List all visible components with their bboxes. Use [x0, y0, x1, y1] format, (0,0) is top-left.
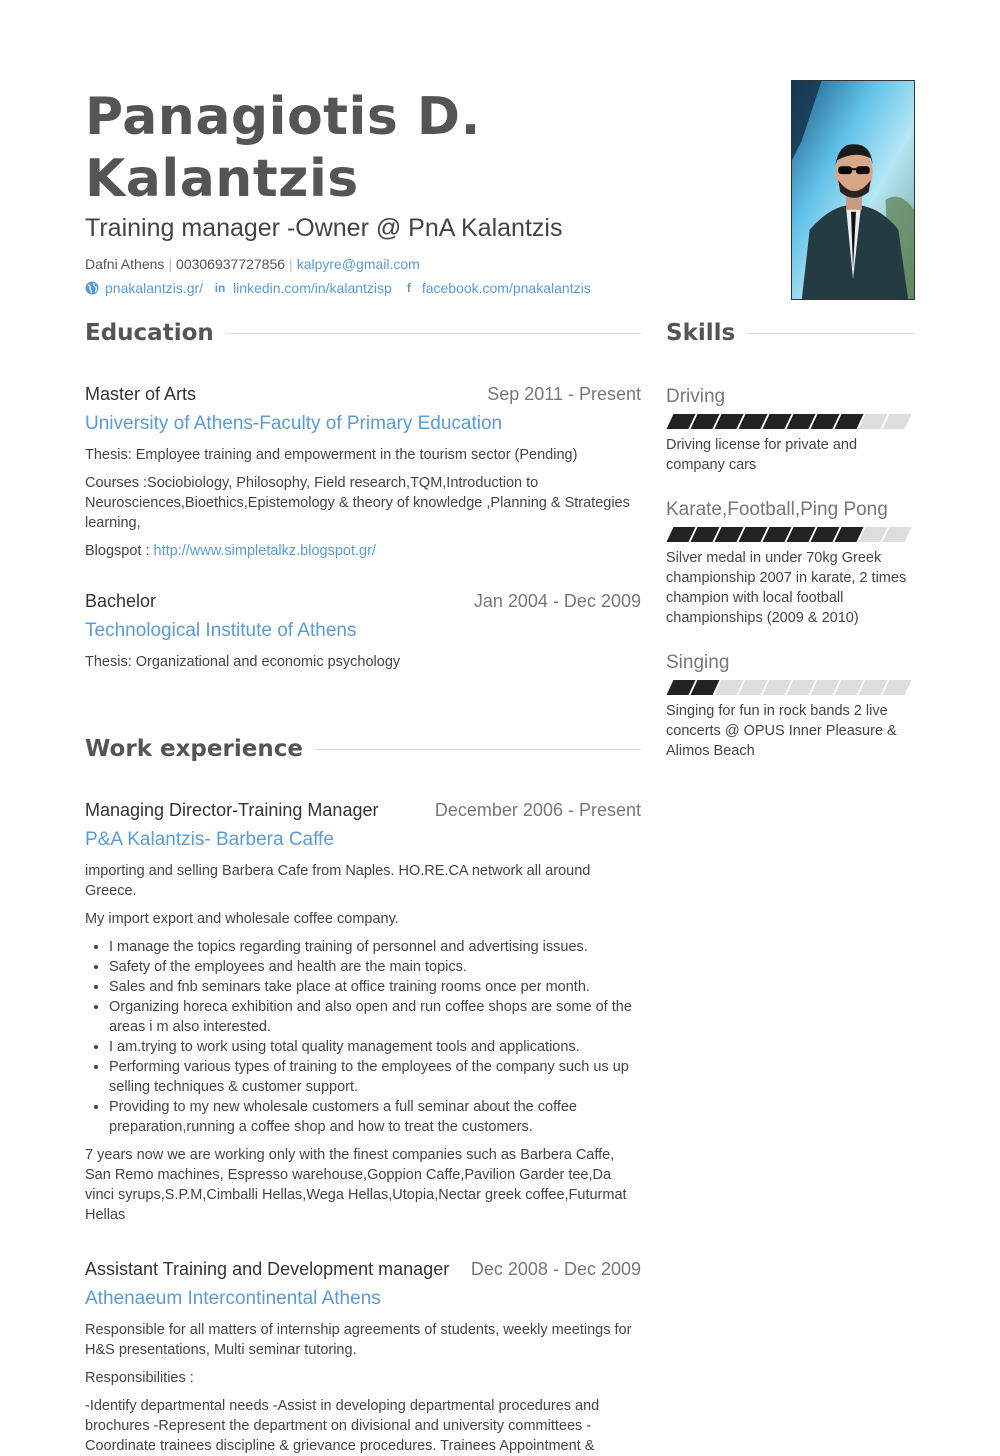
list-item: • I am.trying to work using total quality management tools and applications. [109, 1037, 641, 1057]
description: My import export and wholesale coffee company. [85, 911, 399, 927]
skill-level-bar [666, 527, 915, 542]
globe-icon [85, 281, 99, 295]
skill-segment-empty [883, 680, 912, 695]
skills-heading: Skills [666, 320, 736, 346]
dates: Sep 2011 - Present [487, 384, 641, 404]
description: 7 years now we are working only with the finest companies such as Barbera Caffe, San Remo machines, Espresso warehouse,Goppion Caffe,Pavilion Garder tee,Da vinci syrups,S.P.M,Cimballi Hellas,Wega Hellas,Utopia,Nectar greek coffee,Futurmat Hellas [85, 1147, 627, 1223]
blog-line [85, 541, 641, 561]
skill-description: Singing for fun in rock bands 2 live concerts @ OPUS Inner Pleasure & Alimos Beach [666, 703, 897, 759]
bullet-list [85, 937, 641, 1137]
website-link[interactable] [85, 278, 203, 298]
skills-section-header [666, 318, 915, 348]
dates: Jan 2004 - Dec 2009 [473, 591, 641, 611]
profile-photo [791, 80, 915, 300]
skill-level-bar [666, 680, 915, 695]
education-section-header [85, 318, 641, 348]
skill-segment-empty [883, 414, 912, 429]
contact-line: Dafni Athens | 00306937727856 | kalpyre@gmail.com [85, 256, 420, 272]
description: importing and selling Barbera Cafe from Naples. HO.RE.CA network all around Greece. [85, 863, 591, 899]
dates: Dec 2008 - Dec 2009 [470, 1259, 641, 1279]
list-item: • Performing various types of training to the employees of the company such us up selling techniques & customer support. [109, 1057, 641, 1097]
sidebar-column [666, 318, 915, 761]
list-item: • Sales and fnb seminars take place at office training rooms once per month. [109, 977, 641, 997]
skill-name: Singing [666, 652, 730, 673]
job-title: Managing Director-Training Manager [85, 800, 379, 820]
skill-item [666, 497, 915, 628]
list-item: • Organizing horeca exhibition and also open and run coffee shops are some of the areas i m also interested. [109, 997, 641, 1037]
thesis: Thesis: Organizational and economic psychology [85, 654, 401, 670]
location: Dafni Athens [85, 256, 165, 272]
linkedin-label[interactable]: linkedin.com/in/kalantzisp [233, 280, 392, 296]
skill-name: Karate,Football,Ping Pong [666, 499, 888, 520]
work-section-header [85, 734, 641, 764]
divider [315, 749, 641, 750]
education-heading: Education [85, 320, 214, 346]
email-link[interactable]: kalpyre@gmail.com [296, 256, 420, 272]
work-heading: Work experience [85, 736, 303, 762]
education-entry [85, 591, 641, 672]
company[interactable]: P&A Kalantzis- Barbera Caffe [85, 829, 334, 850]
phone: 00306937727856 [176, 256, 286, 272]
description: Responsibilities : [85, 1370, 194, 1386]
skill-level-bar [666, 414, 915, 429]
degree: Bachelor [85, 591, 157, 611]
education-entry [85, 384, 641, 561]
list-item: • I manage the topics regarding training of personnel and advertising issues. [109, 937, 641, 957]
main-column [85, 318, 641, 1456]
headline: Training manager -Owner @ PnA Kalantzis [85, 214, 563, 242]
description: Responsible for all matters of internship agreements of students, weekly meetings for H&S presentations, Multi seminar tutoring. [85, 1322, 632, 1358]
blog-link[interactable]: http://www.simpletalkz.blogspot.gr/ [153, 543, 376, 559]
social-links [85, 278, 765, 298]
list-item: • Safety of the employees and health are the main topics. [109, 957, 641, 977]
description: -Identify departmental needs -Assist in developing departmental procedures and brochures -Represent the department on divisional and university committees -Coordinate trainees discipline & grievance procedures. Trainees Appointment & [85, 1398, 600, 1454]
facebook-label[interactable]: facebook.com/pnakalantzis [421, 280, 591, 296]
skill-item [666, 650, 915, 761]
facebook-link[interactable] [402, 278, 591, 298]
school[interactable]: University of Athens-Faculty of Primary Education [85, 413, 503, 434]
linkedin-link[interactable] [213, 278, 392, 298]
linkedin-icon: in [214, 281, 226, 295]
skill-description: Silver medal in under 70kg Greek championship 2007 in karate, 2 times champion with local football championships (2009 & 2010) [666, 550, 907, 626]
divider [747, 333, 915, 334]
courses: Courses :Sociobiology, Philosophy, Field research,TQM,Introduction to Neurosciences,Bioethics,Epistemology & theory of knowledge ,Planning & Strategies learning, [85, 475, 630, 531]
list-item: • Providing to my new wholesale customers a full seminar about the coffee preparation,running a coffee shop and how to treat the customers. [109, 1097, 641, 1137]
skill-name: Driving [666, 386, 726, 407]
resume-header [85, 86, 765, 298]
school[interactable]: Technological Institute of Athens [85, 620, 357, 641]
work-entry [85, 800, 641, 1225]
person-name: Panagiotis D. Kalantzis [85, 87, 481, 209]
facebook-icon: f [406, 281, 411, 295]
dates: December 2006 - Present [434, 800, 641, 820]
company[interactable]: Athenaeum Intercontinental Athens [85, 1288, 381, 1309]
job-title: Assistant Training and Development manager [85, 1259, 450, 1279]
skill-segment-empty [883, 527, 912, 542]
blog-label: Blogspot : [85, 543, 154, 559]
divider [226, 333, 641, 334]
skill-item [666, 384, 915, 475]
skill-description: Driving license for private and company cars [666, 437, 858, 473]
degree: Master of Arts [85, 384, 197, 404]
work-entry [85, 1259, 641, 1456]
thesis: Thesis: Employee training and empowerment in the tourism sector (Pending) [85, 447, 578, 463]
website-label[interactable]: pnakalantzis.gr/ [105, 280, 204, 296]
